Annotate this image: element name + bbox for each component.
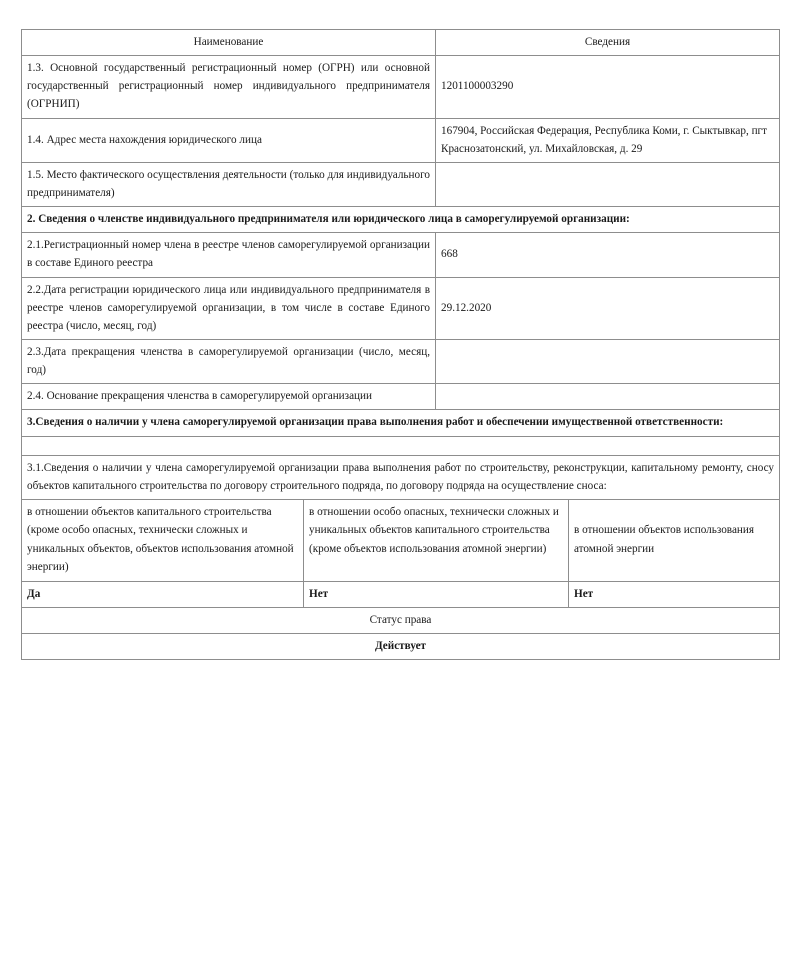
spacer-row [22,436,780,455]
section-heading-row [22,207,780,233]
rights-columns-row [22,499,780,581]
rights-column-2-label: в отношении особо опасных, технически сложных и уникальных объектов капитального строительства (кроме объектов использования атомной энергии) [304,499,569,581]
status-value-row [22,634,780,660]
table-row [22,384,780,410]
rights-answer-2: Нет [304,582,569,608]
row-label-2-4: 2.4. Основание прекращения членства в саморегулируемой организации [22,384,436,410]
table-row [22,339,780,383]
rights-detail-table [21,499,780,661]
column-header-name: Наименование [22,30,436,56]
row-value-member-number: 668 [436,233,780,277]
status-label-row [22,608,780,634]
section-heading-row [22,410,780,436]
row-value-registration-date: 29.12.2020 [436,277,780,339]
table-header-row [22,30,780,56]
rights-answers-row [22,582,780,608]
row-value-termination-date [436,339,780,383]
row-label-2-1: 2.1.Регистрационный номер члена в реестре членов саморегулируемой организации в составе Единого реестра [22,233,436,277]
row-value-legal-address: 167904, Российская Федерация, Республика Коми, г. Сыктывкар, пгт Краснозатонский, ул. Михайловская, д. 29 [436,118,780,162]
section-3-heading: 3.Сведения о наличии у члена саморегулируемой организации права выполнения работ и обеспечении имущественной ответственности: [22,410,780,436]
row-value-termination-reason [436,384,780,410]
spacer-cell [22,436,780,455]
row-label-2-2: 2.2.Дата регистрации юридического лица или индивидуального предпринимателя в реестре членов саморегулируемой организации, в том числе в составе Единого реестра (число, месяц, год) [22,277,436,339]
row-value-actual-place [436,162,780,206]
row-label-1-3: 1.3. Основной государственный регистрационный номер (ОГРН) или основной государственный регистрационный номер индивидуального предпринимателя (ОГРНИП) [22,56,436,118]
table-row [22,233,780,277]
section-2-heading: 2. Сведения о членстве индивидуального предпринимателя или юридического лица в саморегулируемой организации: [22,207,780,233]
row-label-1-5: 1.5. Место фактического осуществления деятельности (только для индивидуального предпринимателя) [22,162,436,206]
registry-table [21,29,780,500]
table-row [22,455,780,499]
row-value-ogrn: 1201100003290 [436,56,780,118]
table-row [22,118,780,162]
rights-column-3-label: в отношении объектов использования атомной энергии [569,499,780,581]
table-row [22,56,780,118]
rights-answer-1: Да [22,582,304,608]
status-label: Статус права [22,608,780,634]
column-header-value: Сведения [436,30,780,56]
status-badge: Действует [22,634,780,660]
rights-column-1-label: в отношении объектов капитального строительства (кроме особо опасных, технически сложных и уникальных объектов, объектов использования атомной энергии) [22,499,304,581]
table-row [22,162,780,206]
row-label-1-4: 1.4. Адрес места нахождения юридического лица [22,118,436,162]
row-label-2-3: 2.3.Дата прекращения членства в саморегулируемой организации (число, месяц, год) [22,339,436,383]
rights-answer-3: Нет [569,582,780,608]
table-row [22,277,780,339]
row-label-3-1: 3.1.Сведения о наличии у члена саморегулируемой организации права выполнения работ по строительству, реконструкции, капитальному ремонту, сносу объектов капитального строительства по договору строительного подряда, по договору подряда на осуществление сноса: [22,455,780,499]
